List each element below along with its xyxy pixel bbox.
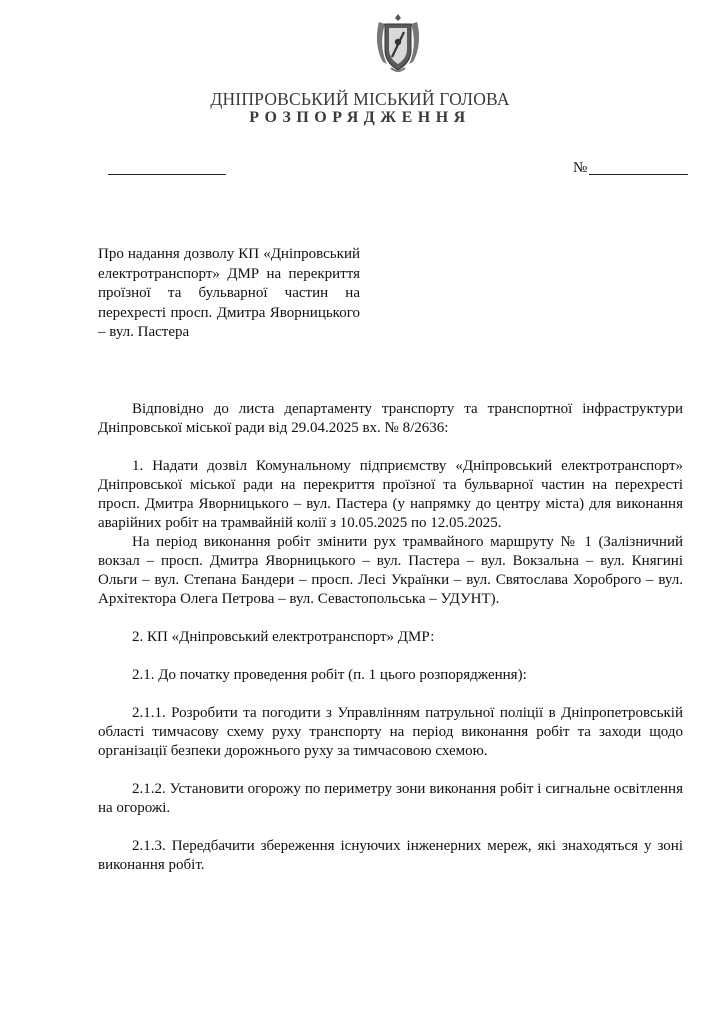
document-type: РОЗПОРЯДЖЕННЯ [249,109,471,126]
issuer-title: ДНІПРОВСЬКИЙ МІСЬКИЙ ГОЛОВА [210,89,510,109]
coat-of-arms-icon [373,12,423,74]
number-blank-line [589,174,688,175]
item-2-1-2-paragraph: 2.1.2. Установити огорожу по периметру зони виконання робіт і сигнальне освітлення на огорожі. [98,781,683,816]
item-2-1-1-paragraph: 2.1.1. Розробити та погодити з Управлінням патрульної поліції в Дніпропетровській області тимчасову схему руху транспорту на період виконання робіт та заходи щодо організації безпеки дорожнього руху за тимчасовою схемою. [98,705,683,759]
item-2-1-paragraph: 2.1. До початку проведення робіт (п. 1 цього розпорядження): [132,667,527,683]
item-1-paragraph: 1. Надати дозвіл Комунальному підприємству «Дніпровський електротранспорт» Дніпровської міської ради на перекриття проїзної та бульварної частин на перехресті просп. Дмитра Яворницького – вул. Пастера (у напрямку до центру міста) для виконання аварійних робіт на трамвайній колії з 10.05.2025 по 12.05.2025. [98,458,683,531]
document-subject: Про надання дозволу КП «Дніпровський електротранспорт» ДМР на перекриття проїзної та бульварної частин на перехресті просп. Дмитра Яворницького – вул. Пастера [98,246,360,340]
number-sign: № [573,160,588,176]
preamble-paragraph: Відповідно до листа департаменту транспорту та транспортної інфраструктури Дніпровської міської ради від 29.04.2025 вх. № 8/2636: [98,401,683,436]
document-body [98,400,683,875]
item-2-1-3-paragraph: 2.1.3. Передбачити збереження існуючих інженерних мереж, які знаходяться у зоні виконання робіт. [98,838,683,873]
item-1-route-paragraph: На період виконання робіт змінити рух трамвайного маршруту № 1 (Залізничний вокзал – просп. Дмитра Яворницького – вул. Пастера – вул. Вокзальна – вул. Княгині Ольги – вул. Степана Бандери – просп. Лесі Українки – вул. Святослава Хороброго – вул. Архітектора Олега Петрова – вул. Севастопольська – УДУНТ). [98,534,683,607]
date-blank-line [108,174,226,175]
item-2-paragraph: 2. КП «Дніпровський електротранспорт» ДМР: [132,629,435,645]
